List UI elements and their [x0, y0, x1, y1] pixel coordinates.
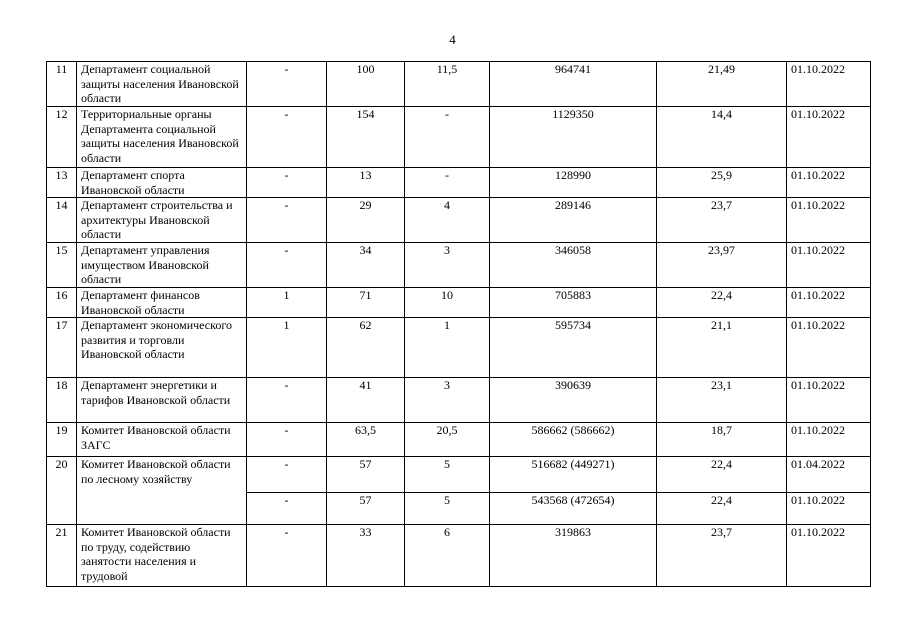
col-fund: 595734	[490, 318, 657, 378]
row-number: 20	[47, 457, 77, 525]
col-fund: 705883	[490, 288, 657, 318]
col-count-c: 11,5	[405, 62, 490, 107]
row-number: 18	[47, 378, 77, 423]
col-count-b: 100	[327, 62, 405, 107]
col-date: 01.10.2022	[787, 318, 871, 378]
table-row	[47, 525, 871, 587]
col-count-b: 33	[327, 525, 405, 587]
row-number: 19	[47, 423, 77, 457]
department-name: Комитет Ивановской области по лесному хозяйству	[77, 457, 247, 525]
table-row	[47, 318, 871, 378]
col-date: 01.10.2022	[787, 198, 871, 243]
table-body	[47, 62, 871, 587]
col-fund: 516682 (449271)	[490, 457, 657, 493]
col-count-b: 63,5	[327, 423, 405, 457]
row-number: 14	[47, 198, 77, 243]
col-date: 01.10.2022	[787, 525, 871, 587]
department-name: Департамент строительства и архитектуры Ивановской области	[77, 198, 247, 243]
col-count-c: 3	[405, 378, 490, 423]
col-fund: 543568 (472654)	[490, 493, 657, 525]
col-count-b: 62	[327, 318, 405, 378]
col-count-c: 5	[405, 493, 490, 525]
col-date: 01.10.2022	[787, 168, 871, 198]
col-count-c: 1	[405, 318, 490, 378]
department-name: Департамент энергетики и тарифов Ивановской области	[77, 378, 247, 423]
col-percent: 22,4	[657, 288, 787, 318]
table-row	[47, 457, 871, 493]
col-count-b: 34	[327, 243, 405, 288]
col-count-a: -	[247, 168, 327, 198]
row-number: 21	[47, 525, 77, 587]
col-percent: 21,1	[657, 318, 787, 378]
table-row	[47, 288, 871, 318]
row-number: 17	[47, 318, 77, 378]
department-name: Департамент социальной защиты населения Ивановской области	[77, 62, 247, 107]
col-date: 01.10.2022	[787, 493, 871, 525]
department-name: Комитет Ивановской области по труду, содействию занятости населения и трудовой	[77, 525, 247, 587]
col-count-b: 57	[327, 493, 405, 525]
col-count-c: 6	[405, 525, 490, 587]
page-number: 4	[449, 32, 456, 47]
col-percent: 14,4	[657, 107, 787, 168]
col-date: 01.04.2022	[787, 457, 871, 493]
col-fund: 390639	[490, 378, 657, 423]
row-number: 13	[47, 168, 77, 198]
table-row	[47, 378, 871, 423]
col-count-c: 4	[405, 198, 490, 243]
col-fund: 289146	[490, 198, 657, 243]
col-percent: 23,7	[657, 198, 787, 243]
col-fund: 586662 (586662)	[490, 423, 657, 457]
col-count-a: -	[247, 198, 327, 243]
table-row	[47, 198, 871, 243]
department-name: Департамент финансов Ивановской области	[77, 288, 247, 318]
col-count-a: -	[247, 457, 327, 493]
table-row	[47, 107, 871, 168]
col-count-b: 154	[327, 107, 405, 168]
col-count-c: 10	[405, 288, 490, 318]
col-count-c: -	[405, 168, 490, 198]
table-row	[47, 62, 871, 107]
row-number: 16	[47, 288, 77, 318]
col-count-c: 5	[405, 457, 490, 493]
col-fund: 128990	[490, 168, 657, 198]
col-count-a: -	[247, 62, 327, 107]
table-row	[47, 168, 871, 198]
col-count-c: 3	[405, 243, 490, 288]
col-count-b: 13	[327, 168, 405, 198]
department-name: Комитет Ивановской области ЗАГС	[77, 423, 247, 457]
col-count-a: 1	[247, 318, 327, 378]
col-percent: 25,9	[657, 168, 787, 198]
col-count-a: 1	[247, 288, 327, 318]
staff-table	[46, 61, 871, 587]
department-name: Департамент экономического развития и торговли Ивановской области	[77, 318, 247, 378]
col-count-b: 29	[327, 198, 405, 243]
col-count-b: 71	[327, 288, 405, 318]
col-date: 01.10.2022	[787, 107, 871, 168]
col-percent: 18,7	[657, 423, 787, 457]
department-name: Департамент спорта Ивановской области	[77, 168, 247, 198]
col-date: 01.10.2022	[787, 288, 871, 318]
col-fund: 346058	[490, 243, 657, 288]
col-percent: 22,4	[657, 457, 787, 493]
table-row	[47, 243, 871, 288]
col-percent: 22,4	[657, 493, 787, 525]
col-count-a: -	[247, 378, 327, 423]
col-percent: 21,49	[657, 62, 787, 107]
col-date: 01.10.2022	[787, 378, 871, 423]
department-name: Территориальные органы Департамента социальной защиты населения Ивановской области	[77, 107, 247, 168]
col-count-a: -	[247, 525, 327, 587]
col-count-b: 57	[327, 457, 405, 493]
col-count-c: 20,5	[405, 423, 490, 457]
department-name: Департамент управления имуществом Ивановской области	[77, 243, 247, 288]
col-count-b: 41	[327, 378, 405, 423]
col-count-a: -	[247, 243, 327, 288]
col-count-c: -	[405, 107, 490, 168]
row-number: 15	[47, 243, 77, 288]
col-percent: 23,1	[657, 378, 787, 423]
col-fund: 1129350	[490, 107, 657, 168]
col-date: 01.10.2022	[787, 62, 871, 107]
col-fund: 964741	[490, 62, 657, 107]
col-percent: 23,7	[657, 525, 787, 587]
row-number: 12	[47, 107, 77, 168]
col-date: 01.10.2022	[787, 423, 871, 457]
table-row	[47, 423, 871, 457]
col-count-a: -	[247, 423, 327, 457]
col-percent: 23,97	[657, 243, 787, 288]
col-count-a: -	[247, 493, 327, 525]
col-date: 01.10.2022	[787, 243, 871, 288]
col-fund: 319863	[490, 525, 657, 587]
col-count-a: -	[247, 107, 327, 168]
row-number: 11	[47, 62, 77, 107]
